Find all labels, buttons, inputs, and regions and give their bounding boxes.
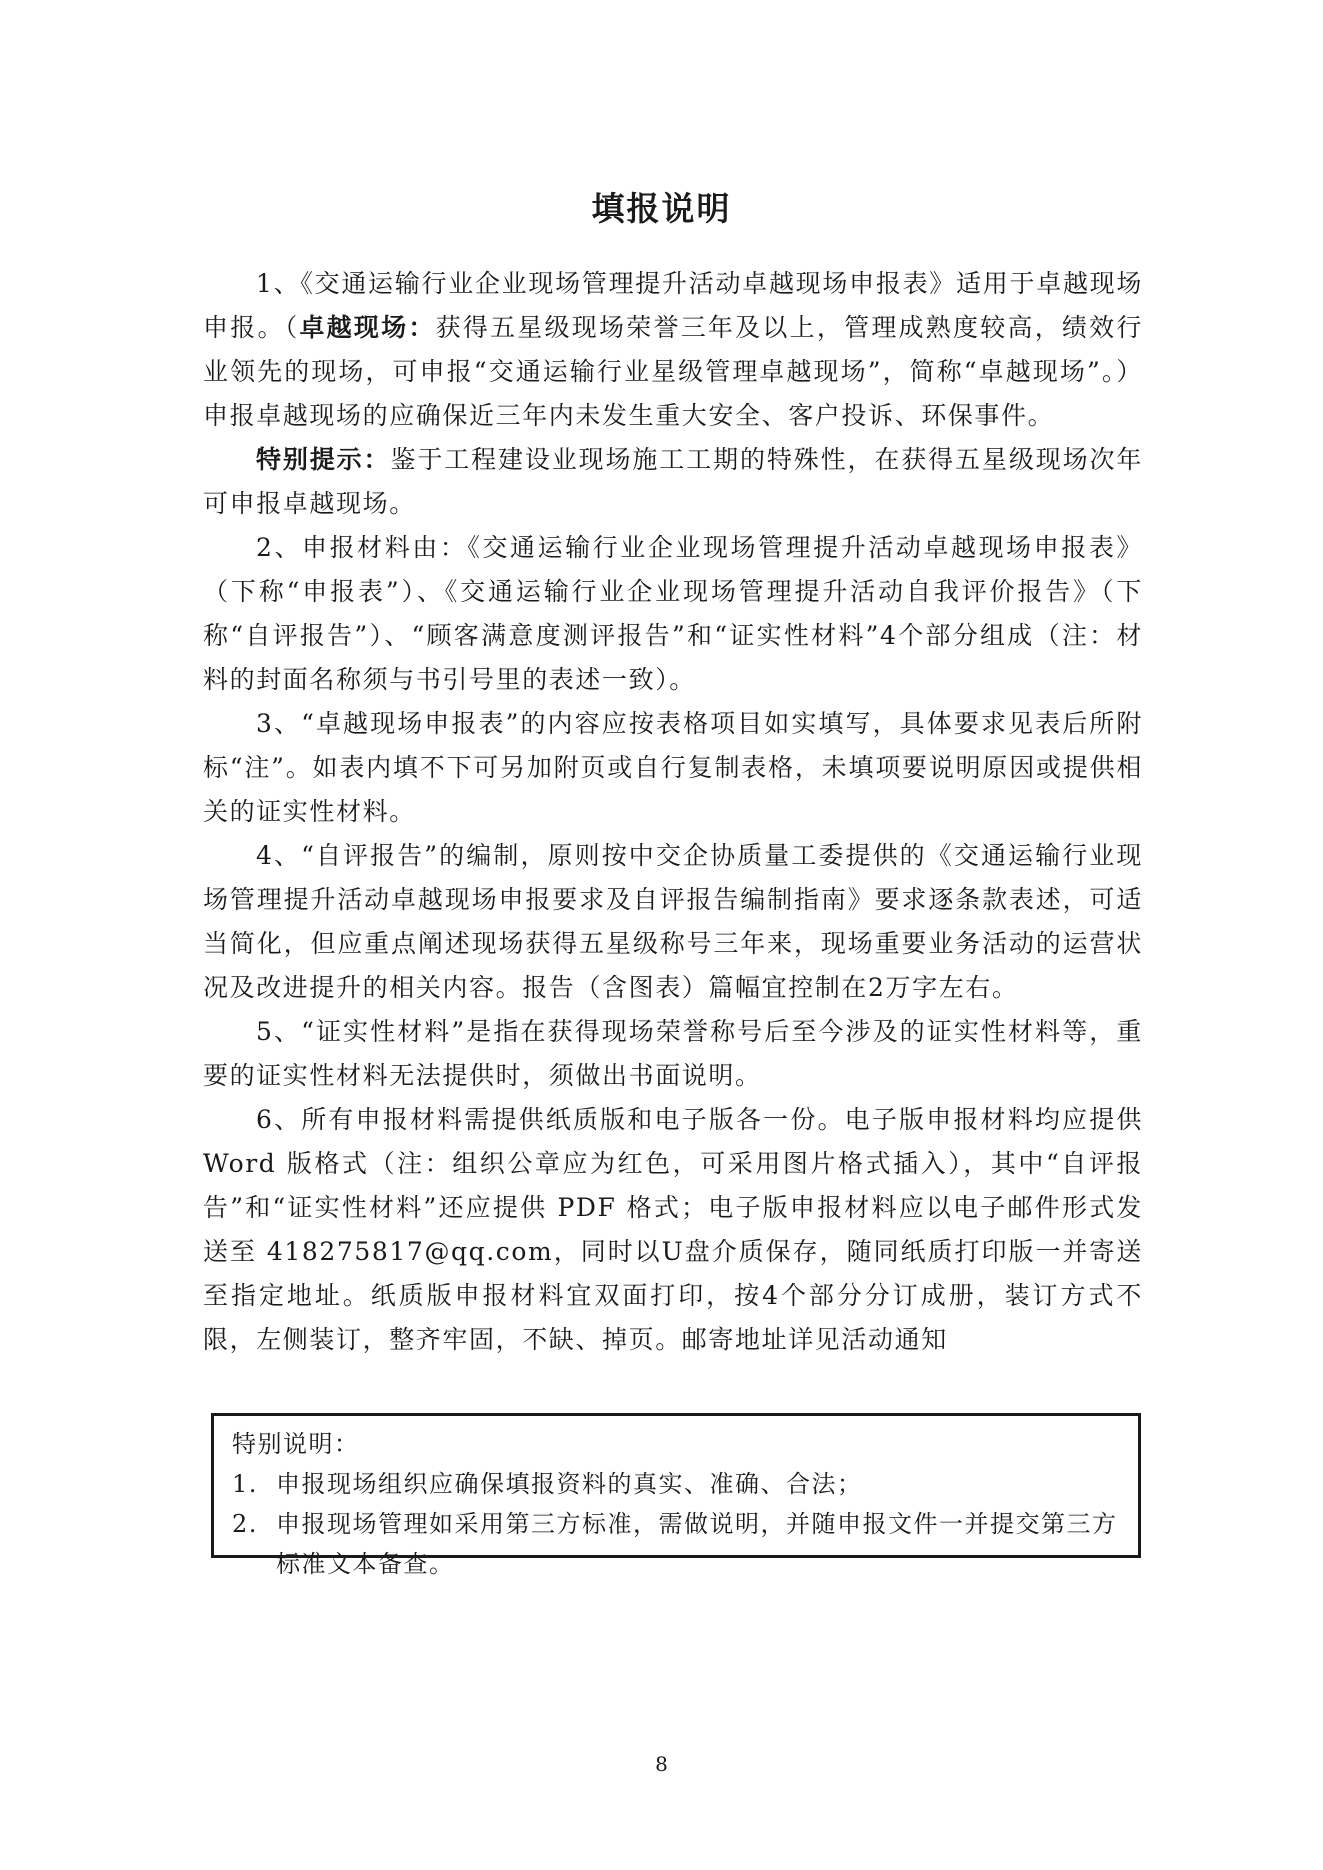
paragraph-5: 5、“证实性材料”是指在获得现场荣誉称号后至今涉及的证实性材料等，重要的证实性材料无法提供时，须做出书面说明。 bbox=[203, 1017, 1143, 1090]
paragraph-3: 3、“卓越现场申报表”的内容应按表格项目如实填写，具体要求见表后所附标“注”。如表内填不下可另加附页或自行复制表格，未填项要说明原因或提供相关的证实性材料。 bbox=[203, 709, 1143, 826]
instructions-body bbox=[203, 262, 1143, 1362]
notice-item bbox=[232, 1504, 1126, 1584]
notice-item bbox=[232, 1464, 1126, 1504]
special-tip-paragraph bbox=[203, 438, 1143, 526]
paragraph-6: 6、所有申报材料需提供纸质版和电子版各一份。电子版申报材料均应提供Word 版格式（注：组织公章应为红色，可采用图片格式插入），其中“自评报告”和“证实性材料”还应提供 PDF 格式；电子版申报材料应以电子邮件形式发送至 418275817@qq.com，同时以U盘介质保存，随同纸质打印版一并寄送至指定地址。纸质版申报材料宜双面打印，按4个部分分订成册，装订方式不限，左侧装订，整齐牢固，不缺、掉页。邮寄地址详见活动通知 bbox=[203, 1105, 1143, 1354]
paragraph-1-rest: 获得五星级现场荣誉三年及以上，管理成熟度较高，绩效行业领先的现场，可申报“交通运输行业星级管理卓越现场”，简称“卓越现场”。）申报卓越现场的应确保近三年内未发生重大安全、客户投诉、环保事件。 bbox=[203, 313, 1143, 430]
page-number: 8 bbox=[655, 1752, 668, 1776]
paragraph-4: 4、“自评报告”的编制，原则按中交企协质量工委提供的《交通运输行业现场管理提升活动卓越现场申报要求及自评报告编制指南》要求逐条款表述，可适当简化，但应重点阐述现场获得五星级称号三年来，现场重要业务活动的运营状况及改进提升的相关内容。报告（含图表）篇幅宜控制在2万字左右。 bbox=[203, 841, 1143, 1002]
paragraph-1 bbox=[203, 262, 1143, 438]
paragraph-1-bold-term: 卓越现场： bbox=[299, 313, 436, 342]
notice-item-text: 申报现场管理如采用第三方标准，需做说明，并随申报文件一并提交第三方标准文本备查。 bbox=[276, 1510, 1118, 1578]
notice-item-number: 1. bbox=[232, 1470, 258, 1498]
notice-item-text: 申报现场组织应确保填报资料的真实、准确、合法； bbox=[276, 1470, 863, 1498]
paragraph-2: 2、申报材料由：《交通运输行业企业现场管理提升活动卓越现场申报表》（下称“申报表”）、《交通运输行业企业现场管理提升活动自我评价报告》（下称“自评报告”）、“顾客满意度测评报告”和“证实性材料”4个部分组成（注：材料的封面名称须与书引号里的表述一致）。 bbox=[203, 533, 1143, 694]
special-notice-box bbox=[211, 1413, 1141, 1578]
special-tip-label: 特别提示： bbox=[256, 445, 391, 474]
page-title: 填报说明 bbox=[591, 189, 732, 228]
notice-heading: 特别说明： bbox=[232, 1430, 360, 1458]
paragraph-1-intro: 1、《交通运输行业企业现场管理提升活动卓越现场申报表》适用于卓越现场申报。（ bbox=[203, 269, 1143, 342]
notice-item-number: 2. bbox=[232, 1510, 258, 1538]
special-tip-text: 鉴于工程建设业现场施工工期的特殊性，在获得五星级现场次年可申报卓越现场。 bbox=[203, 445, 1143, 518]
